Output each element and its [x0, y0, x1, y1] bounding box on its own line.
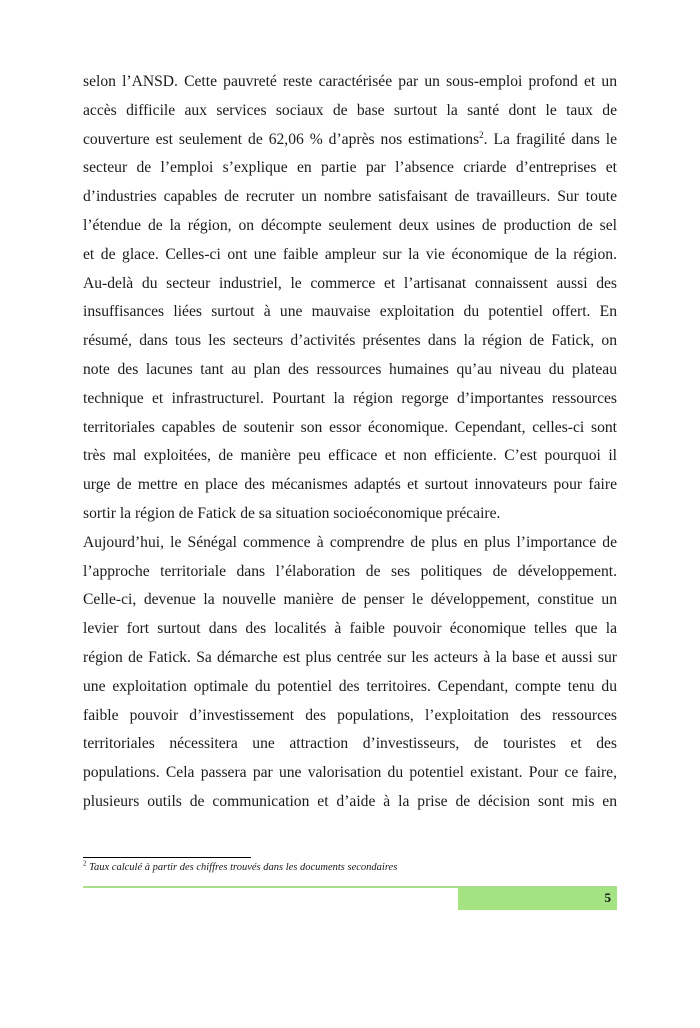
- text-line: note des lacunes tant au plan des ressources humaines qu’au niveau du plateau: [83, 360, 617, 378]
- page-number: 5: [604, 890, 611, 905]
- text-line: résumé, dans tous les secteurs d’activités présentes dans la région de Fatick, on: [83, 332, 617, 350]
- text-line: l’approche territoriale dans l’élaboration de ses politiques de développement.: [83, 562, 617, 580]
- text-line: et de glace. Celles-ci ont une faible ampleur sur la vie économique de la région.: [83, 245, 617, 263]
- text-line: faible pouvoir d’investissement des populations, l’exploitation des ressources: [83, 706, 617, 724]
- text-line: d’industries capables de recruter un nombre satisfaisant de travailleurs. Sur toute: [83, 188, 617, 206]
- text-line: Au-delà du secteur industriel, le commerce et l’artisanat connaissent aussi des: [83, 274, 617, 292]
- text-segment: couverture est seulement de 62,06 % d’après nos estimations: [83, 130, 480, 148]
- footnote-text: Taux calculé à partir des chiffres trouvés dans les documents secondaires: [89, 862, 398, 873]
- text-line: Aujourd’hui, le Sénégal commence à comprendre de plus en plus l’importance de: [83, 533, 617, 551]
- text-line: technique et infrastructurel. Pourtant la région regorge d’importantes ressources: [83, 389, 617, 407]
- body-paragraphs: [83, 68, 617, 817]
- text-line: selon l’ANSD. Cette pauvreté reste caractérisée par un sous-emploi profond et un: [83, 73, 617, 90]
- text-line-with-footnote: [83, 126, 617, 155]
- text-line: territoriales nécessitera une attraction d’investisseurs, de touristes et des: [83, 735, 617, 753]
- text-line: urge de mettre en place des mécanismes adaptés et surtout innovateurs pour faire: [83, 476, 617, 494]
- text-line: région de Fatick. Sa démarche est plus centrée sur les acteurs à la base et aussi sur: [83, 648, 617, 666]
- text-line-paragraph-end: sortir la région de Fatick de sa situation socioéconomique précaire.: [83, 504, 501, 522]
- text-line: très mal exploitées, de manière peu efficace et non efficiente. C’est pourquoi il: [83, 447, 617, 465]
- text-line: plusieurs outils de communication et d’aide à la prise de décision sont mis en: [83, 792, 617, 810]
- text-line: levier fort surtout dans des localités à faible pouvoir économique telles que la: [83, 620, 617, 638]
- text-line: insuffisances liées surtout à une mauvaise exploitation du potentiel offert. En: [83, 303, 617, 321]
- footnote-marker: 2: [83, 859, 87, 868]
- text-line: accès difficile aux services sociaux de base surtout la santé dont le taux de: [83, 101, 617, 119]
- text-line: territoriales capables de soutenir son essor économique. Cependant, celles-ci sont: [83, 418, 617, 436]
- footnote-separator: [83, 857, 251, 858]
- text-line: une exploitation optimale du potentiel des territoires. Cependant, compte tenu du: [83, 677, 617, 695]
- text-line: Celle-ci, devenue la nouvelle manière de penser le développement, constitue un: [83, 591, 617, 609]
- text-segment: . La fragilité dans le: [483, 130, 617, 148]
- footnote-reference[interactable]: 2: [479, 129, 484, 140]
- text-line: populations. Cela passera par une valorisation du potentiel existant. Pour ce faire,: [83, 764, 617, 782]
- text-line: l’étendue de la région, on décompte seulement deux usines de production de sel: [83, 216, 617, 234]
- text-line: secteur de l’emploi s’explique en partie par l’absence criarde d’entreprises et: [83, 159, 617, 177]
- footnote: [83, 859, 398, 873]
- page-number-box: [458, 888, 617, 910]
